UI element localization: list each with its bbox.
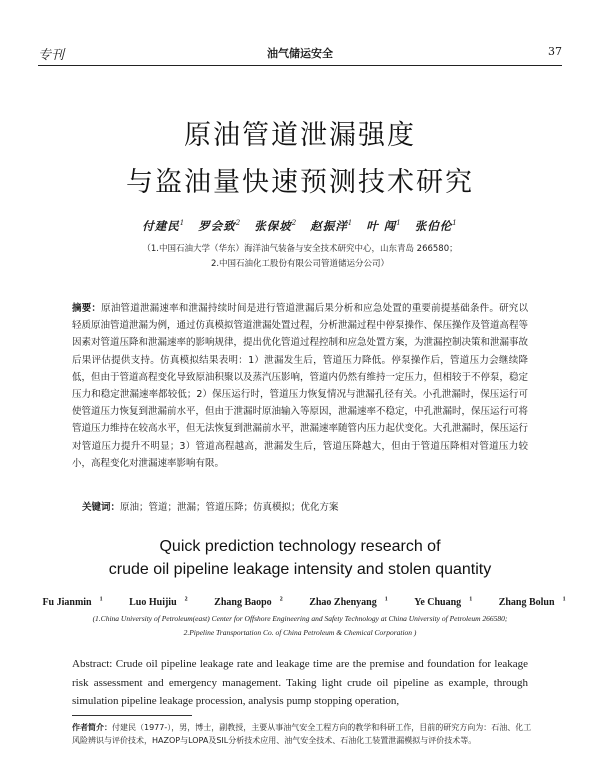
journal-name: 专刊 [38, 48, 65, 63]
title-en-line-2: crude oil pipeline leakage intensity and stolen quantity [108, 561, 492, 578]
abstract-cn [72, 300, 528, 472]
running-header [38, 42, 562, 64]
keywords-cn [82, 499, 528, 513]
authors-en [0, 597, 600, 608]
abstract-en-label: Abstract: [72, 658, 113, 670]
author-en: Zhang Bolun $^1$ [498, 597, 566, 609]
author-footnote [72, 721, 536, 747]
author-cn: 叶 闯$^1$ [366, 219, 402, 233]
author-cn: 罗会致$^2$ [198, 219, 242, 233]
footnote-label: 作者简介： [72, 723, 112, 732]
affiliation-en-2: 2.Pipeline Transportation Co. of China Petroleum & Chemical Corporation ) [183, 628, 417, 637]
authors-cn [0, 218, 600, 234]
author-cn: 张保坡$^2$ [254, 219, 298, 233]
author-en: Fu Jianmin $^1$ [42, 597, 103, 609]
footnote-text: 付建民（1977-），男，博士，副教授，主要从事油气安全工程方向的教学和科研工作，目前的研究方向为：石油、化工风险辨识与评价技术，HAZOP与LOPA及SIL分析技术应用、油气安全技术、石油化工装置泄漏模拟与评价技术等。 [72, 723, 532, 745]
author-en: Zhao Zhenyang $^1$ [309, 597, 388, 609]
abstract-cn-label: 摘要： [72, 303, 102, 314]
keywords-cn-text: 原油；管道；泄漏；管道压降；仿真模拟；优化方案 [120, 502, 339, 513]
title-line-2: 与盗油量快速预测技术研究 [126, 167, 474, 198]
author-cn: 付建民$^1$ [142, 219, 186, 233]
author-en: Ye Chuang $^1$ [414, 597, 473, 609]
author-cn: 赵振洋$^1$ [310, 219, 354, 233]
title-en-line-1: Quick prediction technology research of [159, 538, 441, 555]
affiliation-cn-1: （1.中国石油大学（华东）海洋油气装备与安全技术研究中心，山东青岛 266580； [142, 244, 458, 254]
abstract-en-text: Crude oil pipeline leakage rate and leakage time are the premise and foundation for leakage risk assessment and emergency management. Taking light crude oil pipeline as example, through simulation pipeline leakage procession, analysis pump stopping operation, [72, 658, 529, 707]
section-name: 油气储运安全 [267, 47, 333, 60]
abstract-en [72, 655, 528, 711]
page-number: 37 [548, 45, 562, 58]
author-cn: 张伯伦$^1$ [414, 219, 458, 233]
footnote-rule [72, 715, 192, 716]
header-rule [38, 65, 562, 66]
affiliation-en-1: (1.China University of Petroleum(east) Center for Offshore Engineering and Safety Technology at China University of Petroleum 266580; [92, 614, 508, 623]
keywords-cn-label: 关键词： [82, 502, 121, 513]
author-en: Zhang Baopo $^2$ [214, 597, 283, 609]
abstract-cn-text: 原油管道泄漏速率和泄漏持续时间是进行管道泄漏后果分析和应急处置的重要前提基础条件。研究以轻质原油管道泄漏为例，通过仿真模拟管道泄漏处置过程，分析泄漏过程中停泵操作、保压操作及管道高程等因素对管道压降和泄漏速率的影响规律，提出优化管道过程控制和应急处置方案，为泄漏控制决策和泄漏事故后果评估提供支持。仿真模拟结果表明：1）泄漏发生后，管道压力降低。停泵操作后，管道压力会继续降低，但由于管道高程变化导致原油积聚以及蒸汽压影响，管道内仍然有维持一定压力，但相较于不停泵，稳定压力和稳定泄漏速率都较低；2）保压运行时，管道压力恢复情况与泄漏孔径有关。小孔泄漏时，保压运行可使管道压力恢复到泄漏前水平，但由于泄漏时原油输入等原因，泄漏速率不稳定，中孔泄漏时，保压运行可将管道压力维持在较高水平，但无法恢复到泄漏前水平，泄漏速率随管内压力起伏变化。大孔泄漏时，保压运行对管道压力提升不明显；3）管道高程越高，泄漏发生后，管道压降越大，但由于管道压降相对管道压力较小，高程变化对泄漏速率影响有限。 [72, 303, 529, 469]
author-en: Luo Huijiu $^2$ [129, 597, 188, 609]
title-line-1: 原油管道泄漏强度 [184, 120, 416, 151]
affiliation-cn-2: 2.中国石油化工股份有限公司管道储运分公司） [210, 259, 390, 269]
